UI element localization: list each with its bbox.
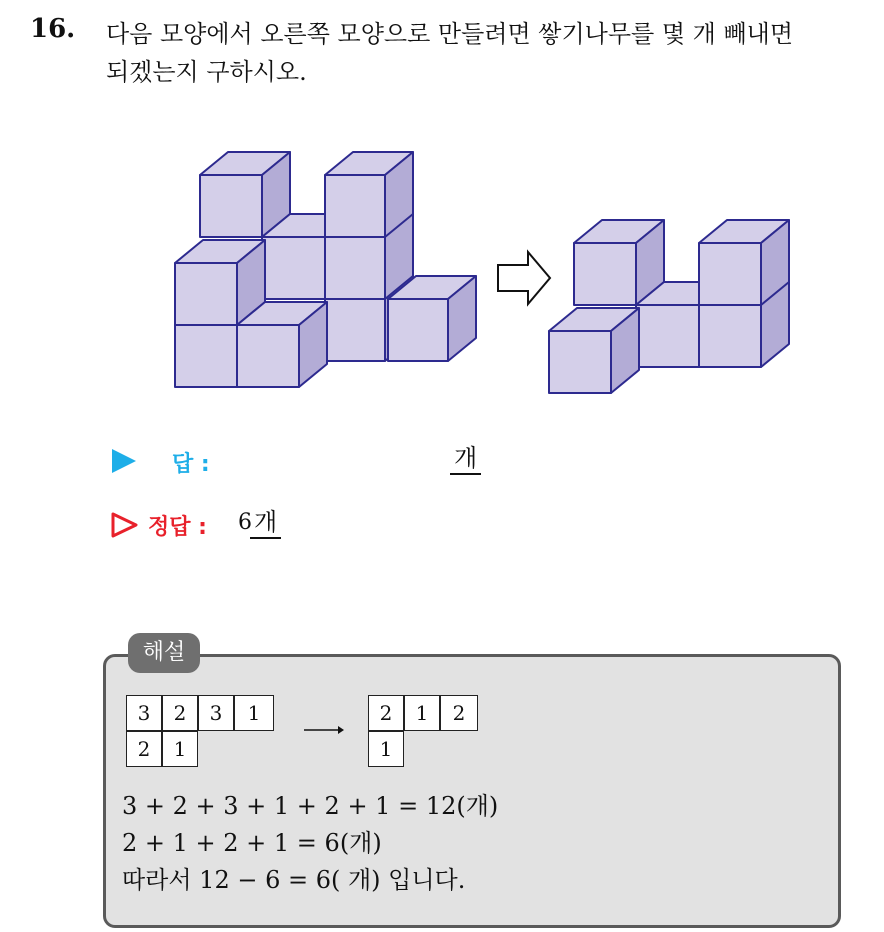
grid-cell: 1	[234, 695, 274, 731]
answer-marker-icon	[112, 449, 136, 473]
answer-label: 답 :	[172, 452, 210, 477]
solution-tag: 해설	[128, 633, 200, 673]
correct-label: 정답 :	[148, 515, 207, 540]
cube-figure	[150, 140, 810, 410]
question-text-line1: 다음 모양에서 오른쪽 모양으로 만들려면 쌓기나무를 몇 개 빼내면	[106, 20, 793, 48]
grid-arrow-icon	[302, 723, 346, 737]
grid-cell: 3	[126, 695, 162, 731]
answer-unit: 개	[450, 444, 481, 475]
grid-cell: 2	[368, 695, 404, 731]
solution-line3: 따라서 12 − 6 = 6( 개) 입니다.	[122, 866, 466, 894]
question-number: 16.	[30, 14, 76, 44]
grid-cell: 1	[162, 731, 198, 767]
grid-cell: 2	[162, 695, 198, 731]
correct-unit: 개	[250, 508, 281, 539]
correct-value: 6	[238, 510, 252, 535]
right-cube-stack	[549, 220, 789, 393]
correct-marker-icon	[110, 511, 140, 539]
solution-line2: 2 + 1 + 2 + 1 = 6(개)	[122, 829, 382, 857]
grid-cell: 2	[440, 695, 478, 731]
question-text-line2: 되겠는지 구하시오.	[106, 58, 307, 86]
grid-cell: 3	[198, 695, 234, 731]
solution-line1: 3 + 2 + 3 + 1 + 2 + 1 = 12(개)	[122, 792, 499, 820]
grid-cell: 1	[368, 731, 404, 767]
left-cube-stack	[175, 152, 476, 387]
grid-cell: 2	[126, 731, 162, 767]
arrow-icon	[498, 252, 550, 304]
grid-cell: 1	[404, 695, 440, 731]
